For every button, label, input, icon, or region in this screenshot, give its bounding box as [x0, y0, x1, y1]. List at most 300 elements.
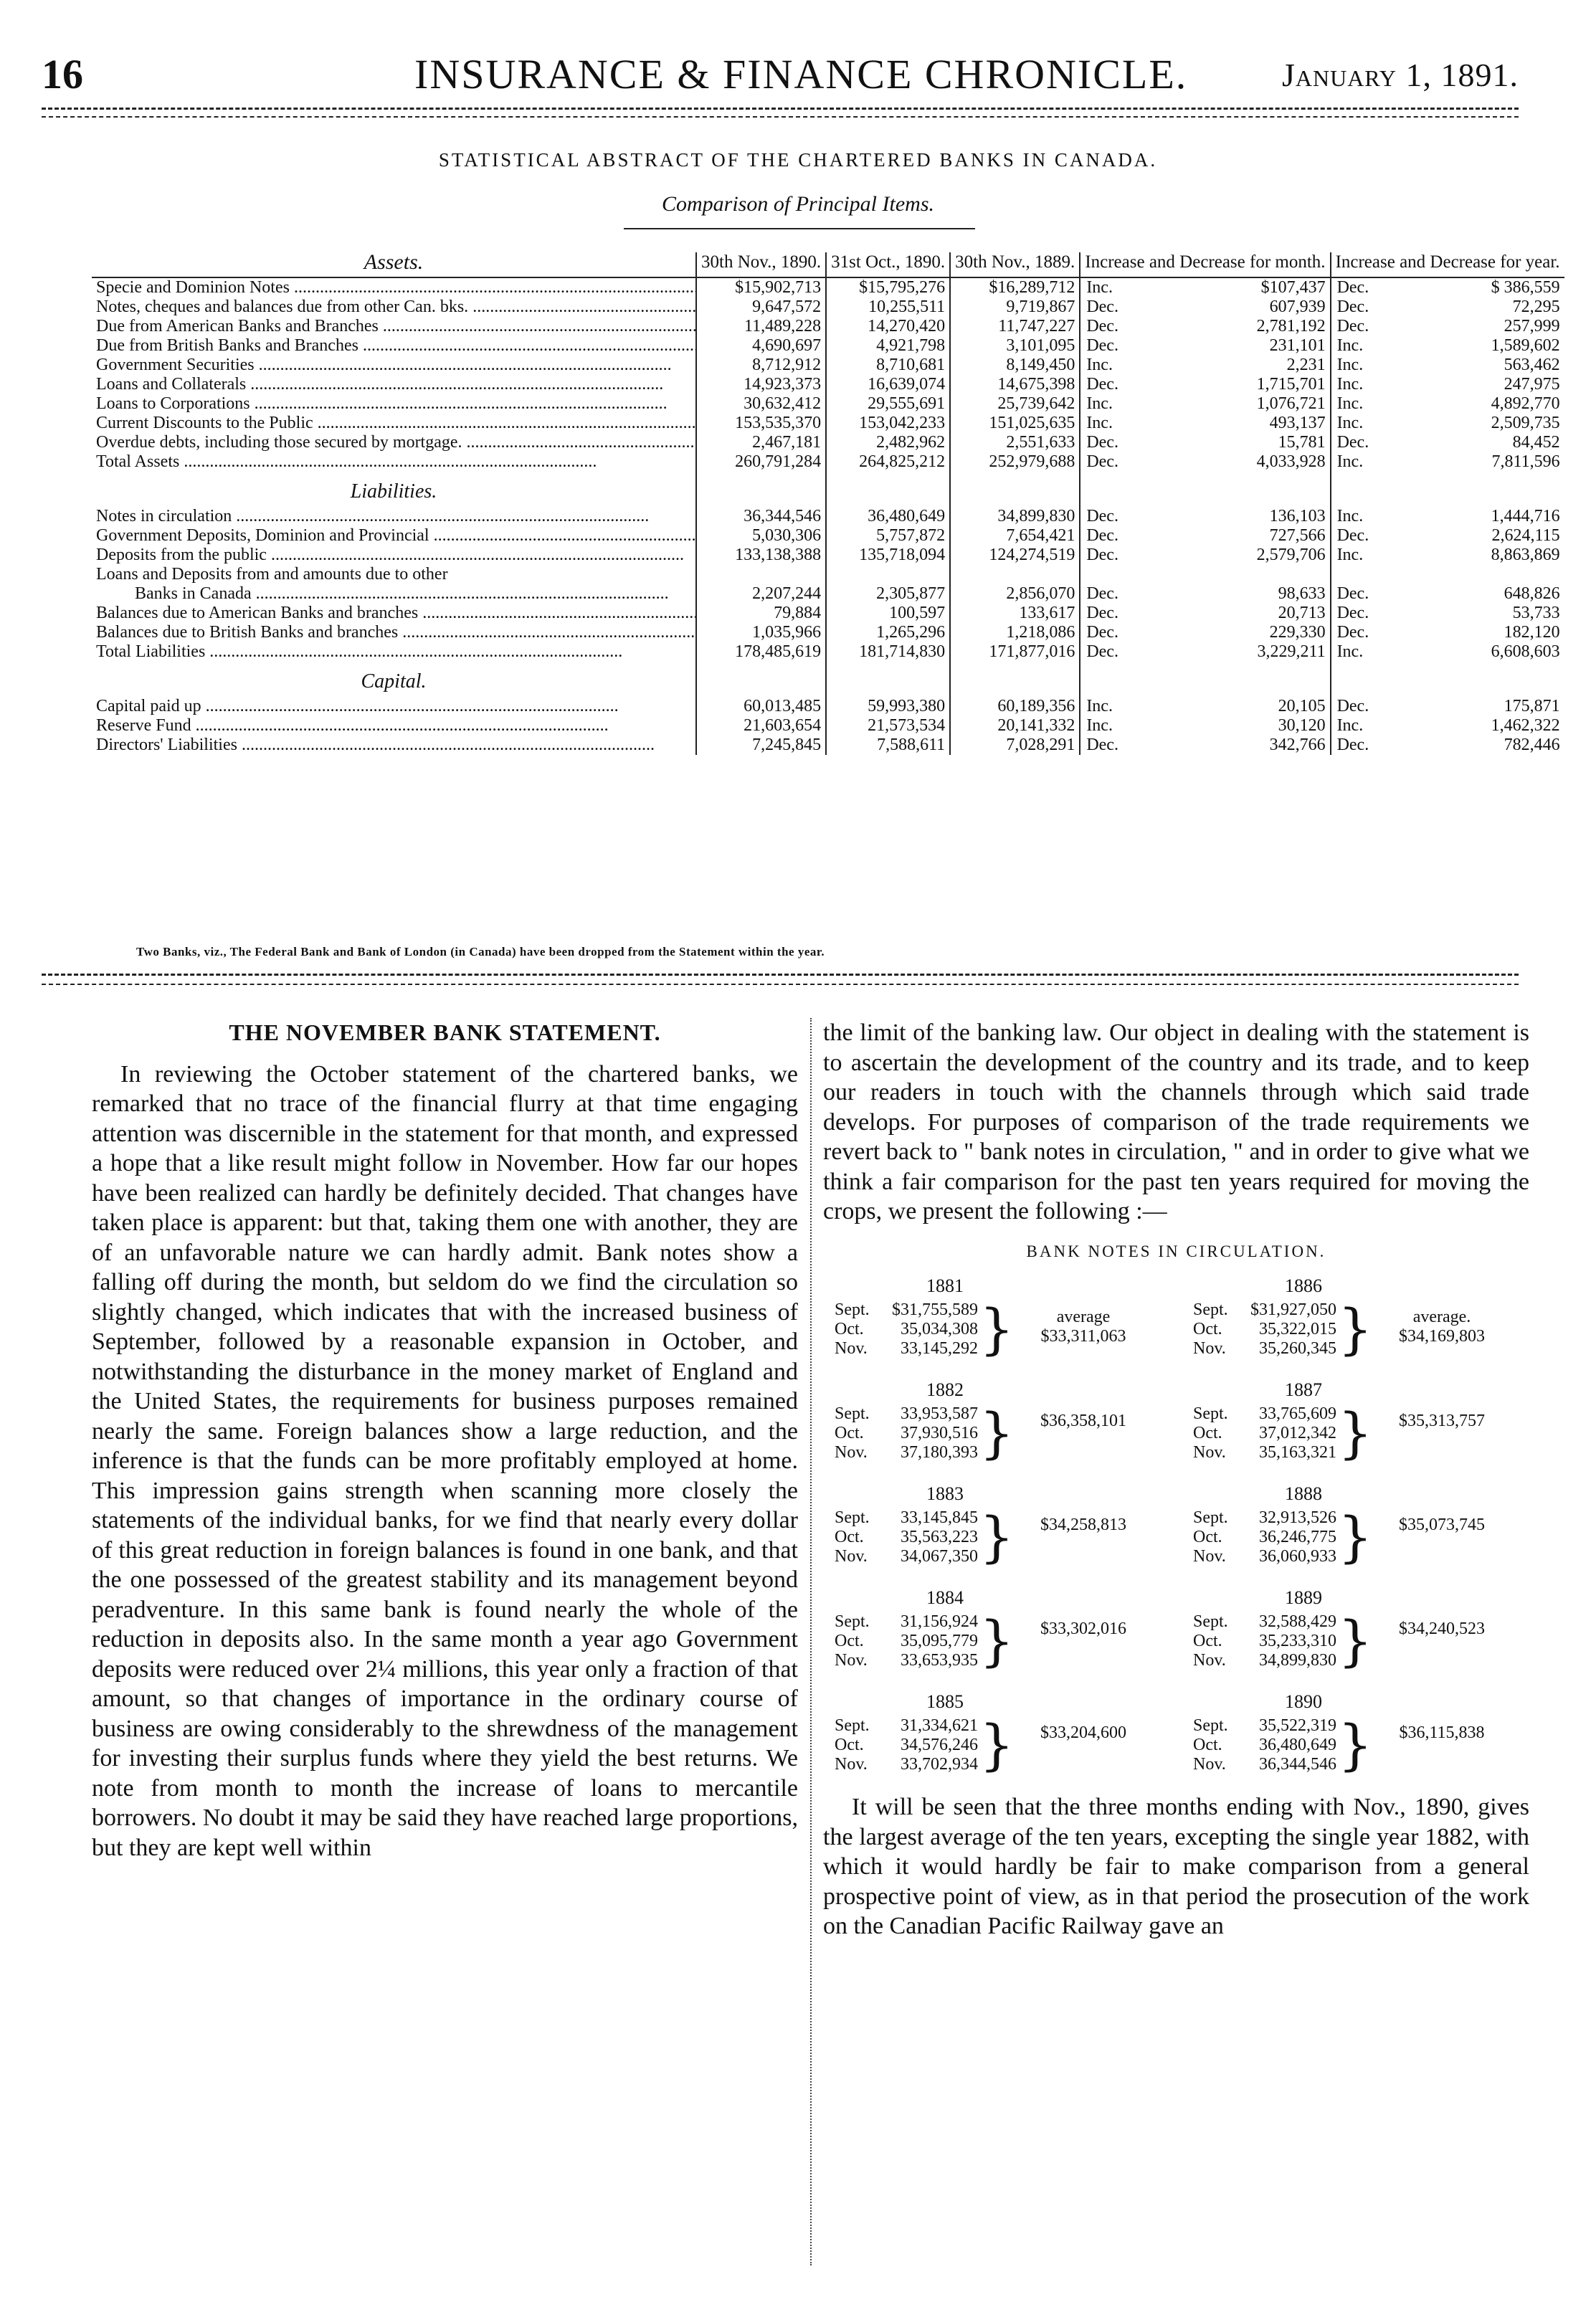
capital-rows — [92, 697, 1564, 755]
leader-dots — [246, 375, 663, 394]
month-values — [1193, 1508, 1336, 1566]
cell-year-amount: 2,624,115 — [1491, 526, 1560, 545]
month-name: Sept. — [1193, 1612, 1228, 1631]
brace: } — [979, 1505, 1015, 1569]
row-label-text: Capital paid up — [96, 697, 201, 715]
cell-oct-1890: 36,480,649 — [826, 507, 950, 526]
month-row — [1193, 1320, 1336, 1339]
cell-oct-1890: 21,573,534 — [826, 716, 950, 736]
cell-month-direction: Inc. — [1080, 697, 1162, 716]
cell-month-amount: 2,231 — [1286, 356, 1326, 374]
month-row — [1193, 1716, 1336, 1736]
running-head — [42, 43, 1519, 108]
average-value: $35,313,757 — [1399, 1412, 1485, 1430]
row-label-text: Due from American Banks and Branches — [96, 317, 379, 336]
average-value: $34,258,813 — [1040, 1516, 1126, 1534]
month-values — [1193, 1404, 1336, 1462]
year-label: 1883 — [926, 1483, 964, 1504]
section-heading-row — [92, 662, 1564, 697]
cell-year-direction: Inc. — [1331, 414, 1401, 433]
cell-month-direction: Dec. — [1080, 623, 1162, 642]
cell-year-amount: 1,444,716 — [1491, 507, 1560, 525]
cell-nov-1890: $15,902,713 — [696, 277, 826, 298]
cell-year-direction: Dec. — [1331, 623, 1401, 642]
cell-month-amount: 98,633 — [1278, 584, 1326, 603]
month-row — [835, 1424, 978, 1443]
average — [1359, 1516, 1524, 1535]
leader-dots — [191, 716, 609, 735]
cell-month-direction: Dec. — [1080, 526, 1162, 546]
row-label-text: Total Liabilities — [96, 642, 206, 661]
month-value: 33,953,587 — [901, 1404, 978, 1423]
cell-month-amount: 3,229,211 — [1257, 642, 1326, 661]
cell-year-amount: 648,826 — [1504, 584, 1560, 603]
article-paragraph-1: In reviewing the October statement of the chartered banks, we remarked that no trace of the financial flurry at that time engaging attention was discernible in the statement for that month, and expressed a hope that a like result might follow in November. How far our hopes have been realized can hardly be definitely decided. That changes have taken place is apparent: but that, taking them one with another, they are of an unfavorable nature we can hardly admit. Bank notes show a falling off during the month, but seldom do we find the circulation so slightly changed, which indicates that with the increased business of September, followed by a reasonable expansion in October, and notwithstanding the disturbance in the money market of England and the United States, the requirements for business purposes remained nearly the same. Foreign balances show a large reduction, and the inference is that the funds can be more profitably employed at home. This impression gains strength when scanning more closely the statements of the individual banks, for we find that nearly every dollar of this great reduction in foreign balances is found in one bank, and that the one possessed of the greatest stability and its management beyond peradventure. In this same bank is found nearly the whole of the reduction in deposits also. In the same month a year ago Government deposits were reduced over 2¼ millions, this year only a fraction of that amount, so that changes of importance in the ordinary course of business are owing considerably to the shrewdness of the management for investing their surplus funds where they yield the best returns. We note from month to month the increase of loans to mercantile borrowers. No doubt it may be said they have reached large proportions, but they are kept well within — [92, 1060, 798, 1861]
cell-year-direction: Dec. — [1331, 433, 1401, 452]
cell-nov-1889: 7,028,291 — [950, 736, 1080, 755]
liabilities-heading: Liabilities. — [350, 480, 437, 503]
cell-oct-1890: 181,714,830 — [826, 642, 950, 662]
cell-nov-1890: 178,485,619 — [696, 642, 826, 662]
month-value: 37,930,516 — [901, 1424, 978, 1442]
cell-year-amount: $ 386,559 — [1491, 278, 1560, 297]
average — [1001, 1308, 1166, 1346]
table-row — [92, 697, 1564, 716]
table-row — [92, 604, 1564, 623]
cell-month-direction: Dec. — [1080, 584, 1162, 604]
month-row — [1193, 1755, 1336, 1774]
average-value: $35,073,745 — [1399, 1516, 1485, 1534]
row-label-text: Notes, cheques and balances due from other Can. bks. — [96, 298, 469, 316]
notes-table-title: BANK NOTES IN CIRCULATION. — [1026, 1242, 1326, 1260]
cell-month-amount: 20,713 — [1278, 604, 1326, 622]
header-rule — [42, 108, 1519, 110]
table-subtitle: Comparison of Principal Items. — [662, 192, 934, 216]
row-label — [92, 546, 696, 565]
cell-nov-1889: 133,617 — [950, 604, 1080, 623]
cell-nov-1890: 1,035,966 — [696, 623, 826, 642]
cell-nov-1889: 1,218,086 — [950, 623, 1080, 642]
leader-dots — [201, 697, 619, 715]
row-label — [92, 414, 696, 433]
month-name: Sept. — [835, 1404, 870, 1423]
row-label — [92, 394, 696, 414]
article-title: THE NOVEMBER BANK STATEMENT. — [229, 1019, 661, 1045]
month-row — [1193, 1736, 1336, 1755]
cell-year-direction: Dec. — [1331, 277, 1401, 298]
table-row — [92, 433, 1564, 452]
year-label: 1887 — [1285, 1379, 1322, 1400]
average-value: $33,302,016 — [1040, 1620, 1126, 1638]
row-label-text: Government Deposits, Dominion and Provincial — [96, 526, 429, 545]
month-name: Oct. — [835, 1736, 864, 1754]
average — [1001, 1412, 1166, 1431]
month-name: Sept. — [1193, 1508, 1228, 1527]
cell-oct-1890: 59,993,380 — [826, 697, 950, 716]
month-value: 35,522,319 — [1259, 1716, 1336, 1735]
cell-nov-1889: 2,856,070 — [950, 584, 1080, 604]
month-values — [1193, 1612, 1336, 1670]
row-label-text: Total Assets — [96, 452, 180, 471]
month-name: Oct. — [835, 1320, 864, 1338]
cell-oct-1890: 100,597 — [826, 604, 950, 623]
cell-month-direction: Dec. — [1080, 507, 1162, 526]
leader-dots — [232, 507, 649, 525]
cell-month-amount: 2,579,706 — [1256, 546, 1326, 564]
cell-month-direction: Inc. — [1080, 414, 1162, 433]
year-block — [823, 1276, 1167, 1376]
cell-month-amount: 30,120 — [1278, 716, 1326, 735]
month-row — [835, 1339, 978, 1359]
cell-nov-1889: 34,899,830 — [950, 507, 1080, 526]
month-value: 35,034,308 — [901, 1320, 978, 1338]
table-row — [92, 584, 1564, 604]
average — [1001, 1620, 1166, 1639]
cell-year-amount: 6,608,603 — [1491, 642, 1560, 661]
table-row — [92, 565, 1564, 584]
table-row — [92, 375, 1564, 394]
row-label-text: Reserve Fund — [96, 716, 191, 735]
row-label — [92, 507, 696, 526]
cell-oct-1890 — [826, 565, 950, 584]
capital-heading: Capital. — [361, 670, 427, 693]
cell-oct-1890: 14,270,420 — [826, 317, 950, 336]
table-row — [92, 277, 1564, 298]
month-value: 33,145,845 — [901, 1508, 978, 1527]
cell-nov-1889: 7,654,421 — [950, 526, 1080, 546]
month-row — [1193, 1404, 1336, 1424]
cell-oct-1890: 1,265,296 — [826, 623, 950, 642]
table-row — [92, 546, 1564, 565]
month-name: Nov. — [835, 1651, 868, 1670]
row-label-text: Balances due to American Banks and branches — [96, 604, 419, 622]
row-label-text: Loans to Corporations — [96, 394, 250, 413]
month-row — [1193, 1651, 1336, 1670]
row-label-text: Deposits from the public — [96, 546, 267, 564]
cell-year-amount: 1,462,322 — [1491, 716, 1560, 735]
cell-year-direction: Dec. — [1331, 584, 1401, 604]
cell-nov-1890: 36,344,546 — [696, 507, 826, 526]
month-row — [835, 1612, 978, 1632]
cell-month-amount: 493,137 — [1269, 414, 1326, 432]
table-header-row — [92, 252, 1564, 277]
table-row — [92, 317, 1564, 336]
month-value: 36,246,775 — [1259, 1528, 1336, 1546]
cell-nov-1890: 260,791,284 — [696, 452, 826, 472]
table-row — [92, 394, 1564, 414]
cell-year-amount — [1400, 565, 1564, 584]
page-number: 16 — [42, 51, 83, 97]
row-label — [92, 697, 696, 716]
leader-dots — [379, 317, 696, 336]
month-row — [835, 1443, 978, 1462]
month-name: Nov. — [835, 1339, 868, 1358]
year-block — [823, 1484, 1167, 1584]
month-value: 36,060,933 — [1259, 1547, 1336, 1566]
row-label — [92, 604, 696, 623]
cell-month-direction: Inc. — [1080, 356, 1162, 375]
average-value: $34,169,803 — [1399, 1327, 1485, 1346]
month-value: 34,067,350 — [901, 1547, 978, 1566]
cell-month-direction: Dec. — [1080, 375, 1162, 394]
cell-oct-1890: 135,718,094 — [826, 546, 950, 565]
leader-dots — [462, 433, 696, 452]
left-column — [92, 1018, 798, 1863]
month-name: Nov. — [1193, 1339, 1226, 1358]
cell-nov-1889: $16,289,712 — [950, 277, 1080, 298]
month-name: Oct. — [1193, 1424, 1222, 1442]
year-block — [1182, 1380, 1526, 1480]
row-label — [92, 736, 696, 755]
table-row — [92, 736, 1564, 755]
cell-oct-1890: 7,588,611 — [826, 736, 950, 755]
row-label — [92, 623, 696, 642]
row-label — [92, 336, 696, 356]
cell-year-direction: Inc. — [1331, 375, 1401, 394]
cell-oct-1890: $15,795,276 — [826, 277, 950, 298]
cell-nov-1889: 14,675,398 — [950, 375, 1080, 394]
cell-year-direction: Dec. — [1331, 697, 1401, 716]
liabilities-rows — [92, 507, 1564, 662]
year-label: 1889 — [1285, 1587, 1322, 1608]
cell-oct-1890: 153,042,233 — [826, 414, 950, 433]
cell-nov-1890: 5,030,306 — [696, 526, 826, 546]
cell-year-direction: Inc. — [1331, 546, 1401, 565]
year-label: 1882 — [926, 1379, 964, 1400]
cell-nov-1890: 30,632,412 — [696, 394, 826, 414]
cell-year-amount: 53,733 — [1512, 604, 1560, 622]
cell-year-amount: 4,892,770 — [1491, 394, 1560, 413]
month-row — [835, 1736, 978, 1755]
month-value: $31,927,050 — [1250, 1300, 1336, 1319]
statistical-abstract-table — [92, 252, 1564, 755]
cell-nov-1890: 14,923,373 — [696, 375, 826, 394]
col-header-nov90: 30th Nov., 1890. — [696, 252, 826, 277]
col-header-oct90: 31st Oct., 1890. — [826, 252, 950, 277]
average — [1359, 1620, 1524, 1639]
cell-year-amount: 782,446 — [1504, 736, 1560, 754]
cell-nov-1889: 25,739,642 — [950, 394, 1080, 414]
month-value: 33,765,609 — [1259, 1404, 1336, 1423]
month-value: 32,588,429 — [1259, 1612, 1336, 1631]
leader-dots — [290, 278, 696, 297]
cell-year-amount: 247,975 — [1504, 375, 1560, 394]
cell-year-direction: Inc. — [1331, 716, 1401, 736]
month-row — [1193, 1528, 1336, 1547]
right-column — [823, 1018, 1529, 1941]
leader-dots — [205, 642, 622, 661]
month-value: 31,334,621 — [901, 1716, 978, 1735]
month-values — [835, 1300, 978, 1359]
month-value: 33,145,292 — [901, 1339, 978, 1358]
month-row — [1193, 1508, 1336, 1528]
month-name: Nov. — [835, 1547, 868, 1566]
capital-section — [92, 662, 1564, 697]
month-row — [835, 1300, 978, 1320]
month-row — [835, 1547, 978, 1566]
month-row — [1193, 1632, 1336, 1651]
year-label: 1888 — [1285, 1483, 1322, 1504]
month-name: Oct. — [1193, 1632, 1222, 1650]
month-values — [1193, 1300, 1336, 1359]
row-label-text: Directors' Liabilities — [96, 736, 237, 754]
cell-month-amount: 136,103 — [1269, 507, 1326, 525]
brace: } — [1338, 1401, 1373, 1465]
year-block — [823, 1588, 1167, 1688]
average-value: $33,204,600 — [1040, 1723, 1126, 1742]
cell-month-amount: 20,105 — [1278, 697, 1326, 715]
table-bottom-rule-thin — [42, 984, 1519, 985]
header-rule-thin — [42, 116, 1519, 118]
year-block — [1182, 1692, 1526, 1792]
cell-month-direction: Dec. — [1080, 546, 1162, 565]
cell-oct-1890: 264,825,212 — [826, 452, 950, 472]
month-name: Nov. — [1193, 1547, 1226, 1566]
cell-nov-1890: 4,690,697 — [696, 336, 826, 356]
cell-month-amount: 2,781,192 — [1256, 317, 1326, 336]
brace: } — [979, 1297, 1015, 1361]
month-name: Oct. — [1193, 1736, 1222, 1754]
row-label-text: Government Securities — [96, 356, 255, 374]
month-name: Sept. — [1193, 1716, 1228, 1735]
cell-month-direction: Inc. — [1080, 716, 1162, 736]
year-label: 1886 — [1285, 1275, 1322, 1296]
col-header-nov89: 30th Nov., 1889. — [950, 252, 1080, 277]
row-label — [92, 375, 696, 394]
leader-dots — [179, 452, 597, 471]
month-row — [835, 1528, 978, 1547]
row-label-text: Banks in Canada — [135, 584, 252, 603]
cell-oct-1890: 29,555,691 — [826, 394, 950, 414]
brace: } — [979, 1609, 1015, 1673]
row-label — [92, 298, 696, 317]
month-row — [1193, 1300, 1336, 1320]
month-value: 35,322,015 — [1259, 1320, 1336, 1338]
row-label — [92, 277, 696, 298]
column-separator — [810, 1018, 812, 2265]
row-label-text: Specie and Dominion Notes — [96, 278, 290, 297]
cell-nov-1890: 133,138,388 — [696, 546, 826, 565]
month-value: 34,899,830 — [1259, 1651, 1336, 1670]
brace: } — [1338, 1609, 1373, 1673]
brace: } — [1338, 1297, 1373, 1361]
table-row — [92, 356, 1564, 375]
cell-oct-1890: 2,305,877 — [826, 584, 950, 604]
month-name: Nov. — [1193, 1755, 1226, 1774]
month-value: 37,180,393 — [901, 1443, 978, 1462]
month-values — [1193, 1716, 1336, 1774]
cell-month-direction: Inc. — [1080, 277, 1162, 298]
cell-month-amount: 607,939 — [1269, 298, 1326, 316]
cell-month-direction: Dec. — [1080, 642, 1162, 662]
leader-dots — [255, 356, 672, 374]
cell-nov-1889: 8,149,450 — [950, 356, 1080, 375]
leader-dots — [252, 584, 669, 603]
table-row — [92, 716, 1564, 736]
cell-oct-1890: 8,710,681 — [826, 356, 950, 375]
month-name: Sept. — [1193, 1300, 1228, 1319]
month-name: Sept. — [1193, 1404, 1228, 1423]
year-label: 1881 — [926, 1275, 964, 1296]
cell-nov-1889: 171,877,016 — [950, 642, 1080, 662]
journal-title: INSURANCE & FINANCE CHRONICLE. — [414, 51, 1188, 97]
average-value: $36,115,838 — [1399, 1723, 1485, 1742]
cell-oct-1890: 10,255,511 — [826, 298, 950, 317]
month-row — [1193, 1547, 1336, 1566]
cell-nov-1889: 252,979,688 — [950, 452, 1080, 472]
cell-year-direction: Inc. — [1331, 394, 1401, 414]
cell-nov-1889: 11,747,227 — [950, 317, 1080, 336]
month-values — [835, 1508, 978, 1566]
brace: } — [979, 1401, 1015, 1465]
cell-nov-1889: 124,274,519 — [950, 546, 1080, 565]
month-name: Nov. — [835, 1443, 868, 1462]
leader-dots — [250, 394, 668, 413]
month-value: 37,012,342 — [1259, 1424, 1336, 1442]
cell-nov-1890: 21,603,654 — [696, 716, 826, 736]
cell-month-direction: Inc. — [1080, 394, 1162, 414]
cell-month-direction: Dec. — [1080, 452, 1162, 472]
table-row — [92, 507, 1564, 526]
row-label-text: Loans and Deposits from and amounts due to other — [96, 565, 448, 584]
leader-dots — [418, 604, 696, 622]
subtitle-rule — [624, 228, 975, 229]
month-name: Oct. — [1193, 1528, 1222, 1546]
assets-heading: Assets. — [92, 252, 696, 277]
month-row — [835, 1508, 978, 1528]
cell-year-direction: Inc. — [1331, 507, 1401, 526]
cell-nov-1889: 3,101,095 — [950, 336, 1080, 356]
month-name: Oct. — [835, 1424, 864, 1442]
cell-year-amount: 8,863,869 — [1491, 546, 1560, 564]
leader-dots — [267, 546, 684, 564]
notes-circulation-grid — [823, 1276, 1529, 1792]
cell-year-amount: 175,871 — [1504, 697, 1560, 715]
cell-nov-1890: 11,489,228 — [696, 317, 826, 336]
table-row — [92, 414, 1564, 433]
cell-year-amount: 72,295 — [1512, 298, 1560, 316]
cell-nov-1890: 2,207,244 — [696, 584, 826, 604]
cell-year-direction: Dec. — [1331, 317, 1401, 336]
brace: } — [1338, 1713, 1373, 1777]
average — [1359, 1308, 1524, 1346]
month-value: 33,702,934 — [901, 1755, 978, 1774]
brace: } — [979, 1713, 1015, 1777]
cell-oct-1890: 5,757,872 — [826, 526, 950, 546]
table-row — [92, 336, 1564, 356]
table-title: STATISTICAL ABSTRACT OF THE CHARTERED BANKS IN CANADA. — [438, 149, 1158, 171]
cell-year-amount: 2,509,735 — [1491, 414, 1560, 432]
month-value: 33,653,935 — [901, 1651, 978, 1670]
average — [1001, 1516, 1166, 1535]
cell-month-amount: 1,076,721 — [1256, 394, 1326, 413]
table-row — [92, 623, 1564, 642]
month-value: 36,480,649 — [1259, 1736, 1336, 1754]
cell-nov-1889: 60,189,356 — [950, 697, 1080, 716]
cell-year-amount: 257,999 — [1504, 317, 1560, 336]
year-block — [1182, 1484, 1526, 1584]
average-value: $36,358,101 — [1040, 1412, 1126, 1430]
month-value: 36,344,546 — [1259, 1755, 1336, 1774]
average — [1001, 1723, 1166, 1743]
row-label — [92, 642, 696, 662]
month-name: Nov. — [835, 1755, 868, 1774]
table-row — [92, 642, 1564, 662]
month-name: Sept. — [835, 1716, 870, 1735]
cell-nov-1890: 9,647,572 — [696, 298, 826, 317]
section-heading-row — [92, 472, 1564, 507]
cell-year-direction: Inc. — [1331, 336, 1401, 356]
